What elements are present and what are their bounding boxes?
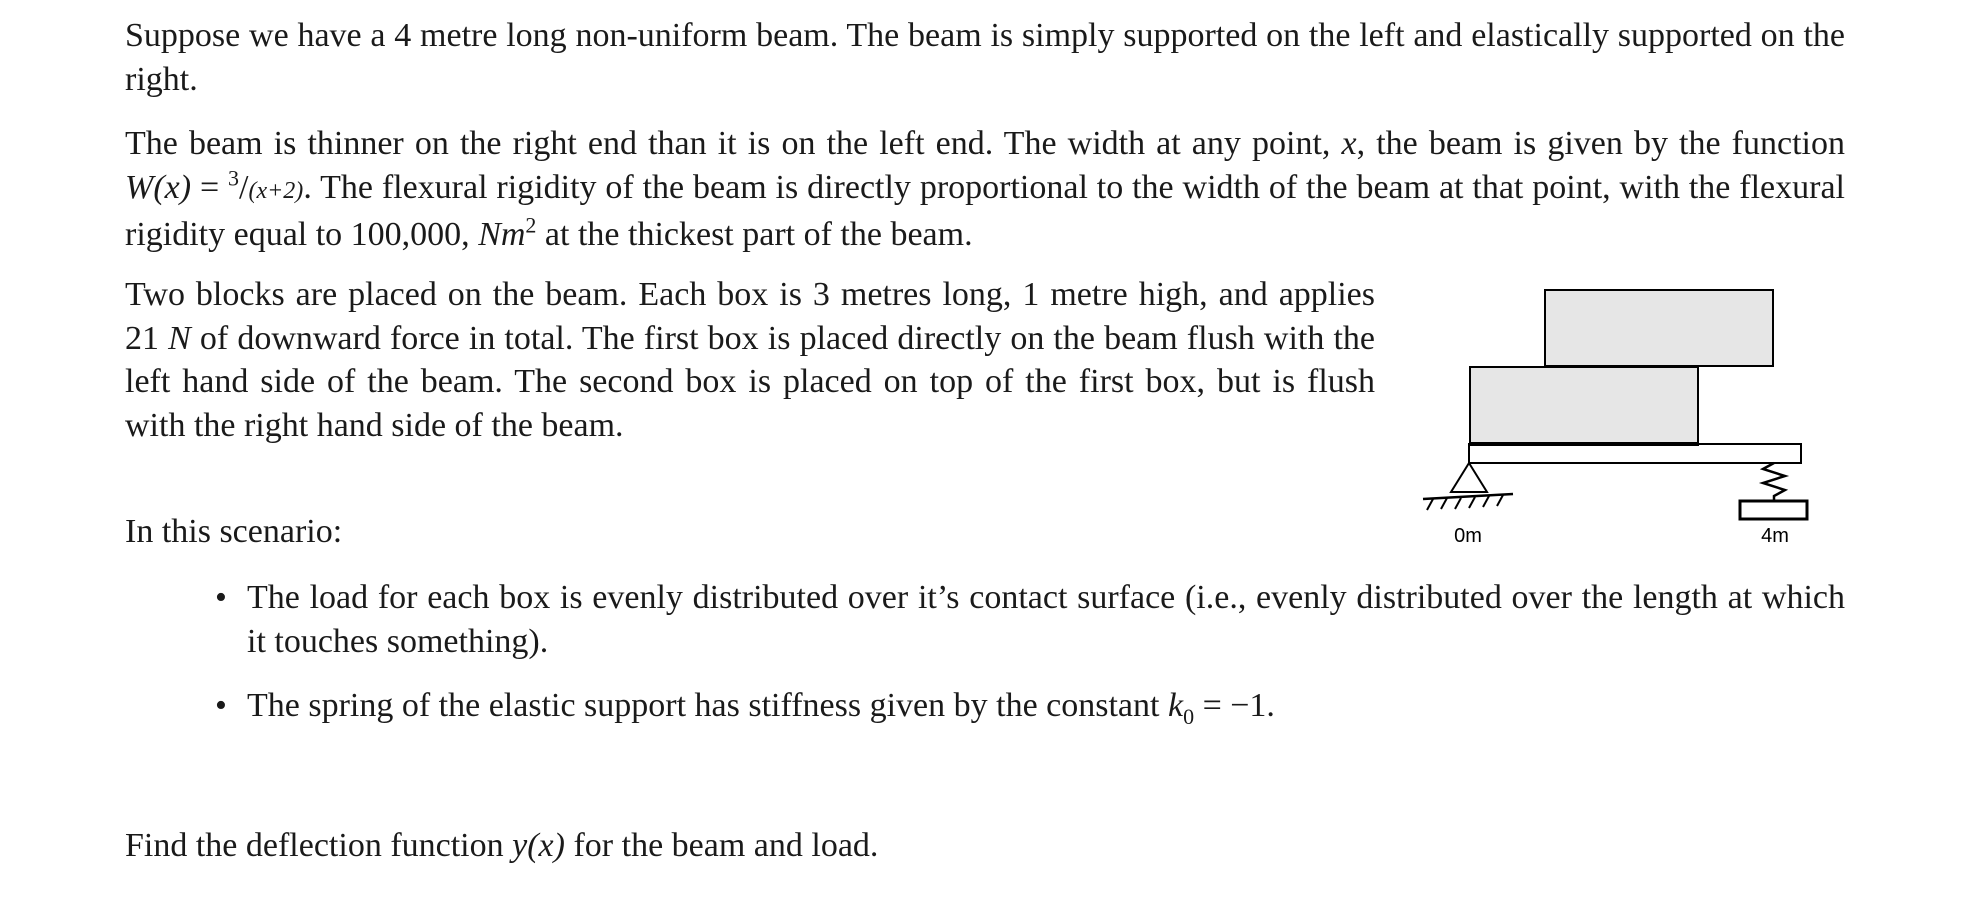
- math-var-x: x: [1341, 125, 1357, 162]
- math-equals: =: [191, 168, 229, 206]
- top-box: [1545, 290, 1773, 366]
- paragraph-blocks: [125, 273, 1375, 447]
- math-func-y: y: [512, 827, 528, 864]
- paragraph-scenario: In this scenario:: [125, 513, 343, 550]
- spring-icon: [1763, 463, 1785, 501]
- paragraph2-text-c: . The flexural rigidity of the beam is directly proportional to the width of the beam at that point, with the flexural rigidity equal to 100,000,: [125, 168, 1845, 253]
- pin-support-icon: [1451, 463, 1487, 492]
- paragraph-width-function: [125, 122, 1845, 257]
- beam-diagram-svg: [1405, 272, 1825, 562]
- assumption-list: [125, 576, 1845, 749]
- paragraph2-text-b: , the beam is given by the function: [1356, 125, 1845, 162]
- label-4m: 4m: [1761, 525, 1789, 547]
- math-unit-exponent: 2: [525, 212, 537, 238]
- paragraph2-text-a: The beam is thinner on the right end than it is on the left end. The width at any point,: [125, 125, 1342, 162]
- bullet-text: The load for each box is evenly distributed over it’s contact surface (i.e., evenly distributed over the length at which it touches something).: [247, 579, 1845, 660]
- ground-hatch: [1423, 494, 1513, 510]
- paragraph2-text-d: at the thickest part of the beam.: [536, 216, 973, 253]
- paragraph5-text-a: Find the deflection function: [125, 827, 513, 864]
- paragraph-intro: Suppose we have a 4 metre long non-uniform beam. The beam is simply supported on the left and elastically supported on the right.: [125, 17, 1845, 98]
- frac-numerator: 3: [228, 165, 240, 191]
- bullet-text-b: = −1.: [1194, 687, 1275, 724]
- math-unit-n: N: [168, 319, 191, 357]
- bullet-icon: •: [215, 579, 227, 616]
- beam: [1469, 444, 1801, 463]
- label-0m: 0m: [1454, 525, 1482, 547]
- bottom-box: [1470, 367, 1698, 444]
- math-k-subscript: 0: [1183, 703, 1195, 729]
- paragraph5-text-b: for the beam and load.: [564, 827, 879, 864]
- math-func-y-arg: (x): [527, 827, 565, 864]
- math-unit-nm: Nm: [478, 216, 526, 253]
- frac-slash: /: [239, 168, 249, 206]
- math-k: k: [1167, 687, 1184, 724]
- bullet-text-a: The spring of the elastic support has stiffness given by the constant: [247, 687, 1168, 724]
- list-item: [125, 576, 1845, 663]
- paragraph-question: [125, 824, 1845, 868]
- beam-diagram: [1405, 272, 1825, 562]
- math-func-arg: (x): [153, 168, 192, 206]
- math-func-name: W: [125, 168, 154, 206]
- spring-base: [1740, 501, 1807, 519]
- bullet-icon: •: [215, 687, 227, 724]
- frac-denominator: (x+2): [248, 177, 304, 204]
- paragraph3-text-b: of downward force in total. The first box is placed directly on the beam flush with the left hand side of the beam. The second box is placed on top of the first box, but is flush with the right hand side of the beam.: [125, 319, 1375, 444]
- paragraph3-text-a: Two blocks are placed on the beam. Each box is 3 metres long, 1 metre high, and applies 21: [125, 276, 1375, 357]
- list-item: [125, 684, 1845, 728]
